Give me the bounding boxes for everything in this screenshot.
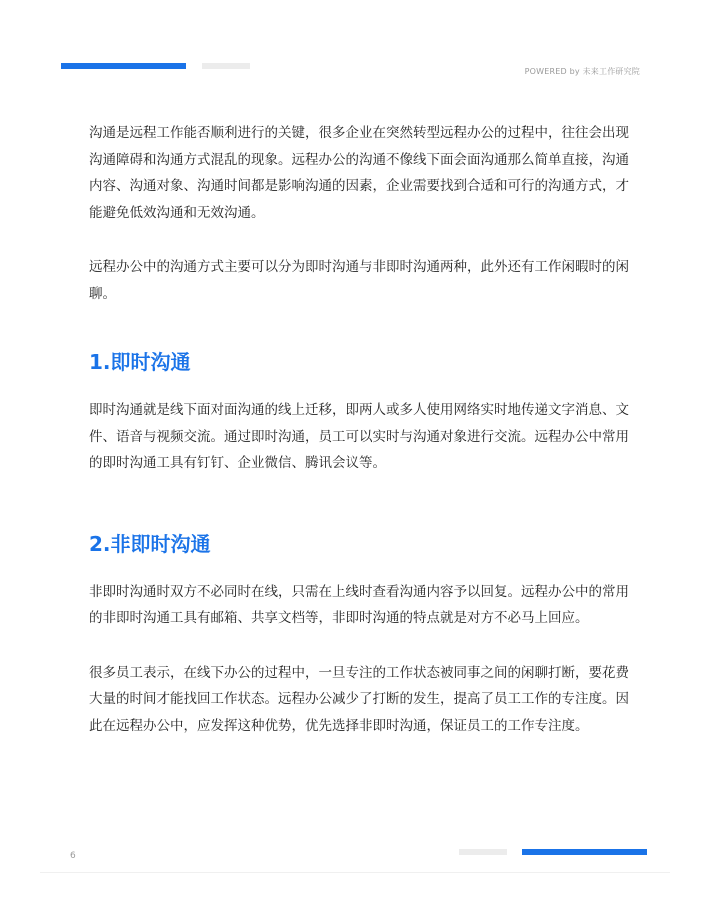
footer-muted-bar — [459, 849, 507, 855]
footer-accent-bar — [522, 849, 647, 855]
section-heading-async: 2.非即时沟通 — [89, 531, 211, 556]
header-muted-bar — [202, 63, 250, 69]
footer-divider — [40, 872, 670, 873]
page-number: 6 — [70, 851, 76, 861]
intro-paragraph-2: 远程办公中的沟通方式主要可以分为即时沟通与非即时沟通两种，此外还有工作闲暇时的闲聊。 — [89, 259, 629, 302]
section-async-paragraph-1: 非即时沟通时双方不必同时在线，只需在上线时查看沟通内容予以回复。远程办公中的常用的非即时沟通工具有邮箱、共享文档等，非即时沟通的特点就是对方不必马上回应。 — [89, 583, 629, 626]
intro-paragraph-1: 沟通是远程工作能否顺利进行的关键，很多企业在突然转型远程办公的过程中，往往会出现沟通障碍和沟通方式混乱的现象。远程办公的沟通不像线下面会面沟通那么简单直接，沟通内容、沟通对象、沟通时间都是影响沟通的因素，企业需要找到合适和可行的沟通方式，才能避免低效沟通和无效沟通。 — [89, 125, 629, 221]
document-body — [89, 120, 629, 739]
section-instant-paragraph-1: 即时沟通就是线下面对面沟通的线上迁移，即两人或多人使用网络实时地传递文字消息、文件、语音与视频交流。通过即时沟通，员工可以实时与沟通对象进行交流。远程办公中常用的即时沟通工具有钉钉、企业微信、腾讯会议等。 — [89, 402, 629, 471]
section-async-paragraph-2: 很多员工表示，在线下办公的过程中，一旦专注的工作状态被同事之间的闲聊打断，要花费大量的时间才能找回工作状态。远程办公减少了打断的发生，提高了员工工作的专注度。因此在远程办公中，应发挥这种优势，优先选择非即时沟通，保证员工的工作专注度。 — [89, 664, 629, 734]
powered-by-label: POWERED by 未来工作研究院 — [524, 67, 640, 76]
section-heading-instant: 1.即时沟通 — [89, 350, 191, 374]
header-accent-bar — [61, 63, 186, 69]
